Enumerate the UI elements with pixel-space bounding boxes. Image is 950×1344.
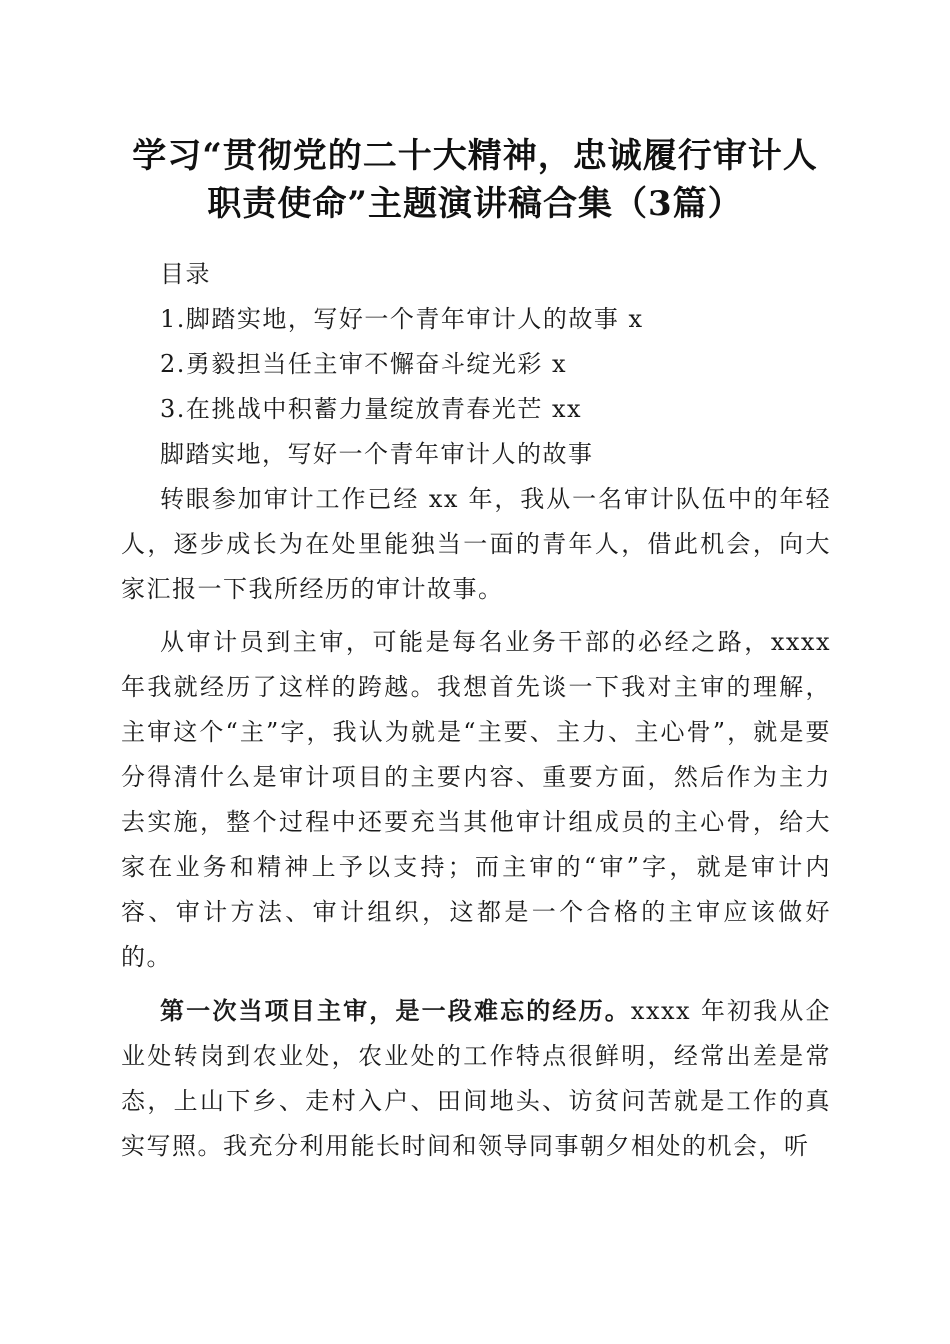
toc-item-2: 2.勇毅担当任主审不懈奋斗绽光彩 x (160, 350, 568, 378)
toc-heading: 目录 (160, 260, 211, 288)
paragraph-2: 从审计员到主审，可能是每名业务干部的必经之路，xxxx 年我就经历了这样的跨越。我想首先谈一下我对主审的理解，主审这个“主”字，我认为就是“主要、主力、主心骨”，就是要分得清什么是审计项目的主要内容、重要方面，然后作为主力去实施，整个过程中还要充当其他审计组成员的主心骨，给大家在业务和精神上予以支持；而主审的“审”字，就是审计内容、审计方法、审计组织，这都是一个合格的主审应该做好的。 (121, 628, 831, 971)
paragraph-3 (121, 988, 831, 1169)
paragraph-3-lead: 第一次当项目主审，是一段难忘的经历。 (160, 996, 631, 1025)
title-line-2: 职责使命”主题演讲稿合集（3篇） (207, 184, 743, 224)
document-body (121, 252, 831, 1169)
document-title (100, 132, 850, 228)
toc-item-3: 3.在挑战中积蓄力量绽放青春光芒 xx (160, 395, 583, 423)
title-line-1: 学习“贯彻党的二十大精神，忠诚履行审计人 (132, 136, 818, 176)
section-heading: 脚踏实地，写好一个青年审计人的故事 (160, 440, 594, 468)
paragraph-1: 转眼参加审计工作已经 xx 年，我从一名审计队伍中的年轻人，逐步成长为在处里能独当一面的青年人，借此机会，向大家汇报一下我所经历的审计故事。 (121, 485, 831, 603)
paragraph-3-rest: xxxx 年初我从企业处转岗到农业处，农业处的工作特点很鲜明，经常出差是常态，上山下乡、走村入户、田间地头、访贫问苦就是工作的真实写照。我充分利用能长时间和领导同事朝夕相处的机会，听 (121, 997, 831, 1160)
toc-item-1: 1.脚踏实地，写好一个青年审计人的故事 x (160, 305, 644, 333)
